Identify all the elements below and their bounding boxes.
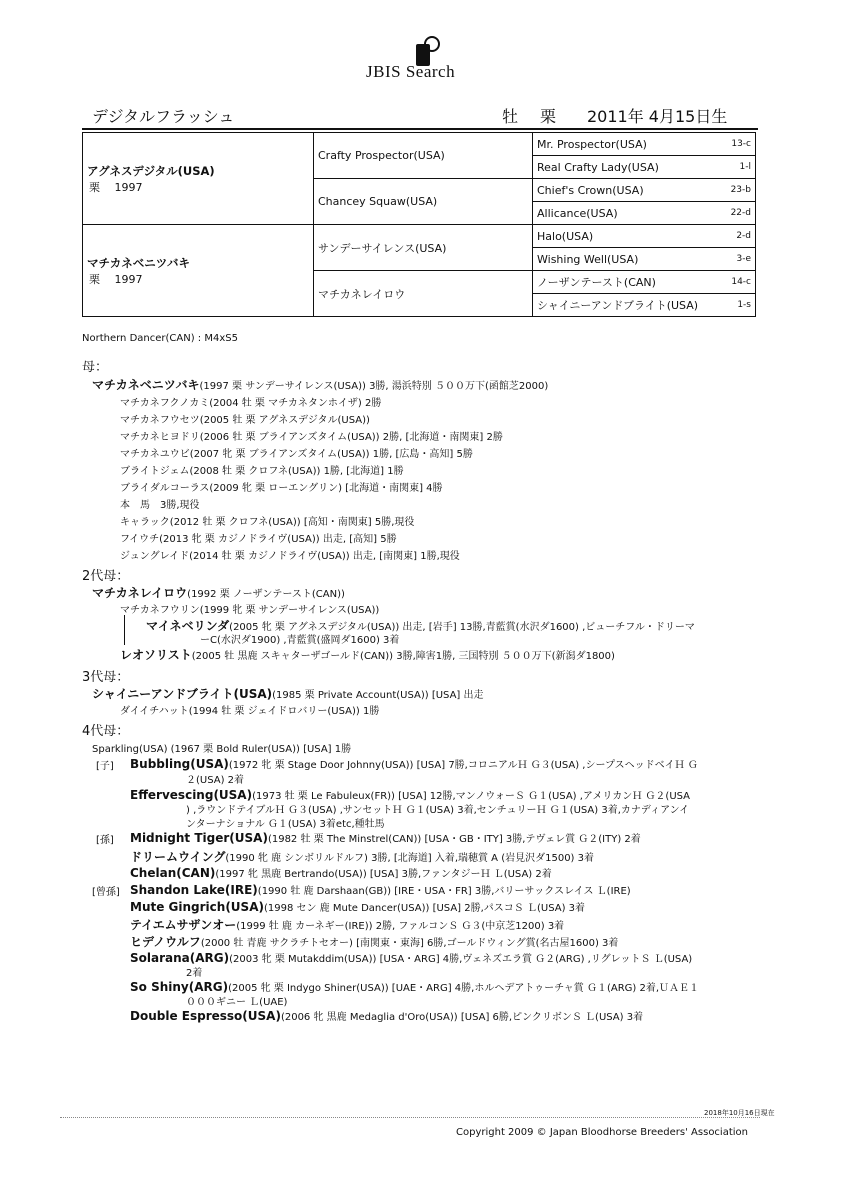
descendant-bar [124, 615, 125, 645]
progeny-line: マチカネフウセツ(2005 牡 栗 アグネスデジタル(USA)) [120, 415, 370, 426]
gen2-dam-line [92, 584, 345, 601]
great-grandchild-text: (1998 セン 鹿 Mute Dancer(USA)) [USA] 2勝,パスコＳ Ｌ(USA) 3着 [263, 903, 586, 914]
sire-info: 栗 1997 [89, 181, 143, 194]
horse-header [82, 100, 758, 130]
great-grandchild-text: (2005 牝 栗 Indygo Shiner(USA)) [UAE・ARG] 4勝,ホルヘデアトゥーチャ賞 Ｇ１(ARG) 2着,ＵＡＥ１ [228, 983, 700, 994]
great-grandchild-name: ヒデノウルフ [130, 935, 201, 949]
child-name: Effervescing(USA) [130, 788, 253, 802]
family-number: 1-l [709, 156, 756, 179]
great-grandchild-text: (1999 牡 鹿 カーネギー(IRE)) 2勝, ファルコンＳ Ｇ３(中京芝1200) 3着 [236, 921, 565, 932]
section-gen4: 4代母： [82, 724, 130, 739]
great-grandchild-text: (2003 牝 栗 Mutakddim(USA)) [USA・ARG] 4勝,ヴェネズエラ賞 Ｇ２(ARG) ,リグレットＳ Ｌ(USA) [229, 954, 693, 965]
dam-line-text: (1997 栗 サンデーサイレンス(USA)) 3勝, 湯浜特別 ５００万下(函館芝2000) [199, 381, 549, 392]
logo-text: JBIS Search [366, 62, 456, 81]
dam-cell [83, 225, 314, 317]
inbreeding-note: Northern Dancer(CAN) : M4xS5 [82, 333, 238, 344]
great-grandchild-line [130, 916, 564, 933]
descendant-text: (2005 牝 栗 アグネスデジタル(USA)) 出走, [岩手] 13勝,青藍賞(水沢ダ1600) ,ビューチフル・ドリーマ [229, 622, 695, 633]
g3-name: Wishing Well(USA) [533, 248, 710, 271]
grandchild-name: Midnight Tiger(USA) [130, 831, 268, 845]
great-grandchild-name: So Shiny(ARG) [130, 980, 229, 994]
family-number: 2-d [709, 225, 756, 248]
great-grandchild-text: (1990 牡 鹿 Darshaan(GB)) [IRE・USA・FR] 3勝,バリーサックスレイス Ｌ(IRE) [257, 886, 631, 897]
grandchild-line [130, 830, 641, 845]
child-line-cont: ２(USA) 2着 [186, 775, 245, 786]
grandchild-text: (1982 牡 栗 The Minstrel(CAN)) [USA・GB・ITY] 3勝,テヴェレ賞 Ｇ２(ITY) 2着 [267, 834, 641, 845]
pedigree-table [82, 132, 756, 317]
g3-name: ノーザンテースト(CAN) [533, 271, 710, 294]
great-grandchild-line [130, 899, 585, 914]
great-grandchild-line [130, 950, 692, 965]
grandchild-line [130, 848, 594, 865]
tag-child: [子] [96, 761, 114, 772]
section-mother: 母： [82, 360, 109, 375]
great-grandchild-line-cont: 2着 [186, 968, 203, 979]
gen3-dam-line [92, 685, 484, 702]
grandchild-text: (1997 牝 黒鹿 Bertrando(USA)) [USA] 3勝,ファンタジーＨ Ｌ(USA) 2着 [215, 869, 552, 880]
dam-dam: マチカネレイロウ [314, 271, 533, 317]
sire-sire: Crafty Prospector(USA) [314, 133, 533, 179]
tag-grandchild: [孫] [96, 835, 114, 846]
gen3-dam-text: (1985 栗 Private Account(USA)) [USA] 出走 [272, 690, 484, 701]
section-gen3: 3代母： [82, 670, 130, 685]
family-number: 22-d [709, 202, 756, 225]
progeny-text: (2005 牡 黒鹿 スキャターザゴールド(CAN)) 3勝,障害1勝, 三国特別 ５００万下(新潟ダ1800) [191, 651, 615, 662]
progeny-line: ジュングレイド(2014 牡 栗 カジノドライヴ(USA)) 出走, [南関東] 1勝,現役 [120, 551, 460, 562]
family-number: 13-c [709, 133, 756, 156]
dam-name: マチカネベニツバキ [87, 256, 191, 270]
descendant-line-cont: ーC(水沢ダ1900) ,青藍賞(盛岡ダ1600) 3着 [200, 635, 400, 646]
great-grandchild-name: Double Espresso(USA) [130, 1009, 281, 1023]
child-name: Bubbling(USA) [130, 757, 229, 771]
jbis-logo [366, 34, 496, 82]
great-grandchild-line [130, 882, 631, 897]
section-gen2: 2代母： [82, 569, 130, 584]
horse-birthdate: 2011年 4月15日生 [587, 107, 728, 126]
great-grandchild-line [130, 979, 699, 994]
dam-line [92, 376, 548, 393]
g3-name: Allicance(USA) [533, 202, 710, 225]
progeny-line: マチカネフウリン(1999 牝 栗 サンデーサイレンス(USA)) [120, 605, 380, 616]
progeny-line: キャラック(2012 牡 栗 クロフネ(USA)) [高知・南関東] 5勝,現役 [120, 517, 415, 528]
horse-color: 栗 [540, 107, 557, 126]
g3-name: Chief's Crown(USA) [533, 179, 710, 202]
tag-great-grandchild: [曾孫] [92, 887, 120, 898]
family-number: 23-b [709, 179, 756, 202]
progeny-line: フイウチ(2013 牝 栗 カジノドライヴ(USA)) 出走, [高知] 5勝 [120, 534, 397, 545]
as-of-date: 2018年10月16日現在 [704, 1109, 775, 1117]
sire-cell [83, 133, 314, 225]
great-grandchild-text: (2000 牡 青鹿 サクラチトセオー) [南関東・東海] 6勝,ゴールドウィング賞(名古屋1600) 3着 [200, 938, 619, 949]
footer-divider [60, 1117, 760, 1118]
child-line [130, 756, 698, 771]
dam-info: 栗 1997 [89, 273, 143, 286]
g3-name: Halo(USA) [533, 225, 710, 248]
grandchild-name: ドリームウイング [130, 850, 226, 864]
sire-dam: Chancey Squaw(USA) [314, 179, 533, 225]
dam-sire: サンデーサイレンス(USA) [314, 225, 533, 271]
progeny-line: ブライダルコーラス(2009 牝 栗 ローエングリン) [北海道・南関東] 4勝 [120, 483, 443, 494]
grandchild-text: (1990 牝 鹿 シンボリルドルフ) 3勝, [北海道] 入着,瑞穂賞 A (岩見沢ダ1500) 3着 [225, 853, 594, 864]
horse-name: デジタルフラッシュ [92, 107, 235, 126]
g3-name: Real Crafty Lady(USA) [533, 156, 710, 179]
progeny-line-self: 本 馬 3勝,現役 [120, 500, 200, 511]
progeny-line [120, 646, 615, 663]
child-line-cont: ンターナショナル Ｇ１(USA) 3着etc,種牡馬 [186, 819, 385, 830]
grandchild-name: Chelan(CAN) [130, 866, 216, 880]
child-line [130, 787, 690, 802]
progeny-name: レオソリスト [120, 648, 192, 662]
family-number: 3-e [709, 248, 756, 271]
dam-line-name: マチカネベニツバキ [92, 378, 200, 392]
progeny-line: マチカネフクノカミ(2004 牡 栗 マチカネタンホイザ) 2勝 [120, 398, 382, 409]
horse-sex: 牡 [502, 107, 519, 126]
gen2-dam-text: (1992 栗 ノーザンテースト(CAN)) [187, 589, 345, 600]
great-grandchild-name: テイエムサザンオー [130, 918, 237, 932]
great-grandchild-line [130, 933, 618, 950]
g3-name: Mr. Prospector(USA) [533, 133, 710, 156]
gen4-dam-line: Sparkling(USA) (1967 栗 Bold Ruler(USA)) [USA] 1勝 [92, 744, 352, 755]
great-grandchild-name: Shandon Lake(IRE) [130, 883, 258, 897]
gen2-dam-name: マチカネレイロウ [92, 586, 188, 600]
sire-name: アグネスデジタル(USA) [87, 164, 215, 178]
great-grandchild-name: Mute Gingrich(USA) [130, 900, 264, 914]
great-grandchild-line [130, 1008, 643, 1023]
child-text: (1972 牝 栗 Stage Door Johnny(USA)) [USA] 7勝,コロニアルＨ Ｇ３(USA) ,シープスヘッドベイＨ Ｇ [228, 760, 698, 771]
progeny-line: ダイイチハット(1994 牡 栗 ジェイドロバリー(USA)) 1勝 [120, 706, 380, 717]
copyright: Copyright 2009 © Japan Bloodhorse Breeders' Association [456, 1127, 748, 1138]
g3-name: シャイニーアンドブライト(USA) [533, 294, 710, 317]
grandchild-line [130, 865, 552, 880]
great-grandchild-text: (2006 牝 黒鹿 Medaglia d'Oro(USA)) [USA] 6勝,ピンクリボンＳ Ｌ(USA) 3着 [280, 1012, 644, 1023]
great-grandchild-name: Solarana(ARG) [130, 951, 230, 965]
family-number: 14-c [709, 271, 756, 294]
child-line-cont: ) ,ラウンドテイブルＨ Ｇ３(USA) ,サンセットＨ Ｇ１(USA) 3着,センチュリーＨ Ｇ１(USA) 3着,カナディアンイ [186, 805, 690, 816]
child-text: (1973 牡 栗 Le Fabuleux(FR)) [USA] 12勝,マンノウォーＳ Ｇ１(USA) ,アメリカンＨ Ｇ２(USA [252, 791, 691, 802]
progeny-line: ブライトジェム(2008 牡 栗 クロフネ(USA)) 1勝, [北海道] 1勝 [120, 466, 404, 477]
descendant-name: マイネベリンダ [146, 619, 230, 633]
progeny-line: マチカネユウビ(2007 牝 栗 ブライアンズタイム(USA)) 1勝, [広島・高知] 5勝 [120, 449, 473, 460]
great-grandchild-line-cont: ０００ギニー Ｌ(UAE) [186, 997, 288, 1008]
progeny-line: マチカネヒヨドリ(2006 牡 栗 ブライアンズタイム(USA)) 2勝, [北海道・南関東] 2勝 [120, 432, 503, 443]
gen3-dam-name: シャイニーアンドブライト(USA) [92, 687, 273, 701]
family-number: 1-s [709, 294, 756, 317]
